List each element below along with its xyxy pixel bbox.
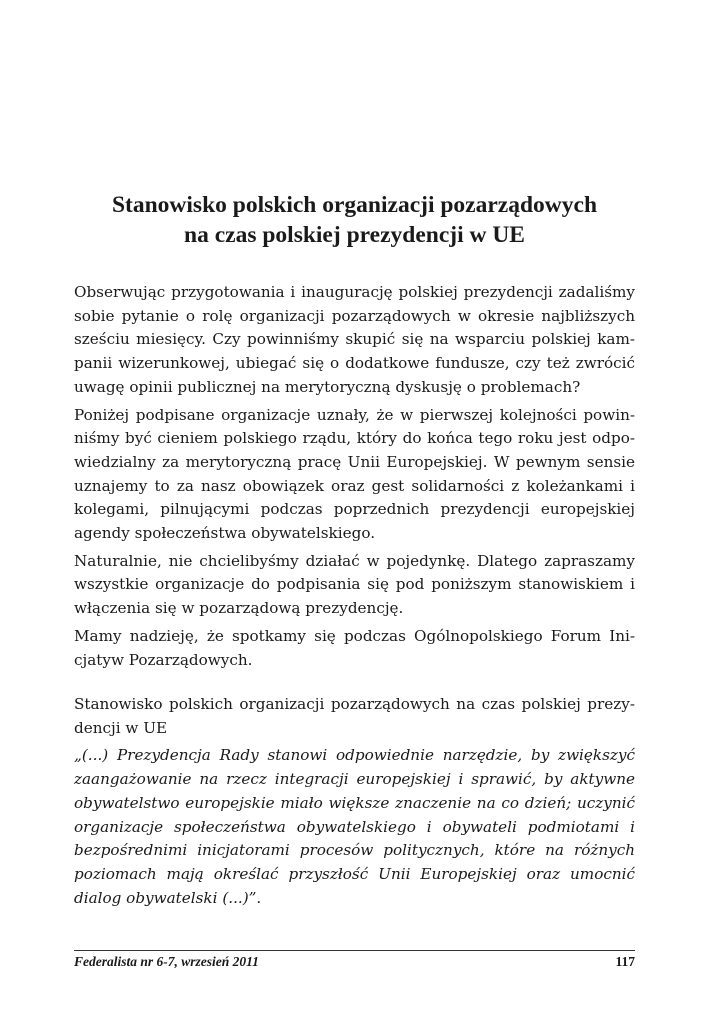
paragraph-2: Poniżej podpisane organizacje uznały, że w pierwszej kolejności powinniśmy być cieniem polskiego rządu, który do końca tego roku jest odpowiedzialny za merytoryczną pracę Unii Europejskiej. W pewnym sensie uznajemy to za nasz obowiązek oraz gest solidarności z koleżankami i kolegami, pilnującymi podczas poprzednich prezydencji europejskiej agendy społeczeństwa obywatelskiego. [74, 405, 635, 543]
paragraph-1: Obserwując przygotowania i inaugurację polskiej prezydencji zadaliśmy sobie pytanie o rolę organizacji pozarządowych w okresie najbliższych sześciu miesięcy. Czy powinniśmy skupić się na wsparciu polskiej kampanii wizerunkowej, ubiegać się o dodatkowe fundusze, czy też zwrócić uwagę opinii publicznej na merytoryczną dyskusję o problemach? [74, 283, 635, 396]
paragraph-4: Mamy nadzieję, że spotkamy się podczas Ogólnopolskiego Forum Inicjatyw Pozarządowych. [74, 626, 635, 669]
page-number: 117 [615, 954, 635, 969]
journal-citation: Federalista nr 6-7, wrzesień 2011 [74, 954, 259, 969]
section-heading: Stanowisko polskich organizacji pozarządowych na czas polskiej prezydencji w UE [74, 695, 635, 737]
page-title-line-1: Stanowisko polskich organizacji pozarządowych [111, 192, 598, 218]
intro-body [74, 281, 635, 676]
quotation: „(...) Prezydencja Rady stanowi odpowiednie narzędzie, by zwiększyć zaangażowanie na rzecz integracji europejskiej i sprawić, by aktywne obywatelstwo europejskie miało większe znaczenie na co dzień; uczynić organizacje społeczeństwa obywatelskiego i obywateli podmiotami i bezpośrednimi inicjatorami procesów politycznych, które na różnych poziomach mają określać przyszłość Unii Europejskiej oraz umocnić dialog obywatelski (...)”. [74, 746, 635, 907]
document-page [74, 0, 635, 1024]
page-title [74, 190, 635, 250]
footer-divider [74, 950, 635, 951]
paragraph-3: Naturalnie, nie chcielibyśmy działać w pojedynkę. Dlatego zapraszamy wszystkie organizacje do podpisania się pod poniższym stanowiskiem i włączenia się w pozarządową prezydencję. [74, 551, 635, 618]
page-footer [74, 954, 635, 970]
statement-section [74, 693, 635, 914]
page-title-line-2: na czas polskiej prezydencji w UE [184, 222, 525, 248]
